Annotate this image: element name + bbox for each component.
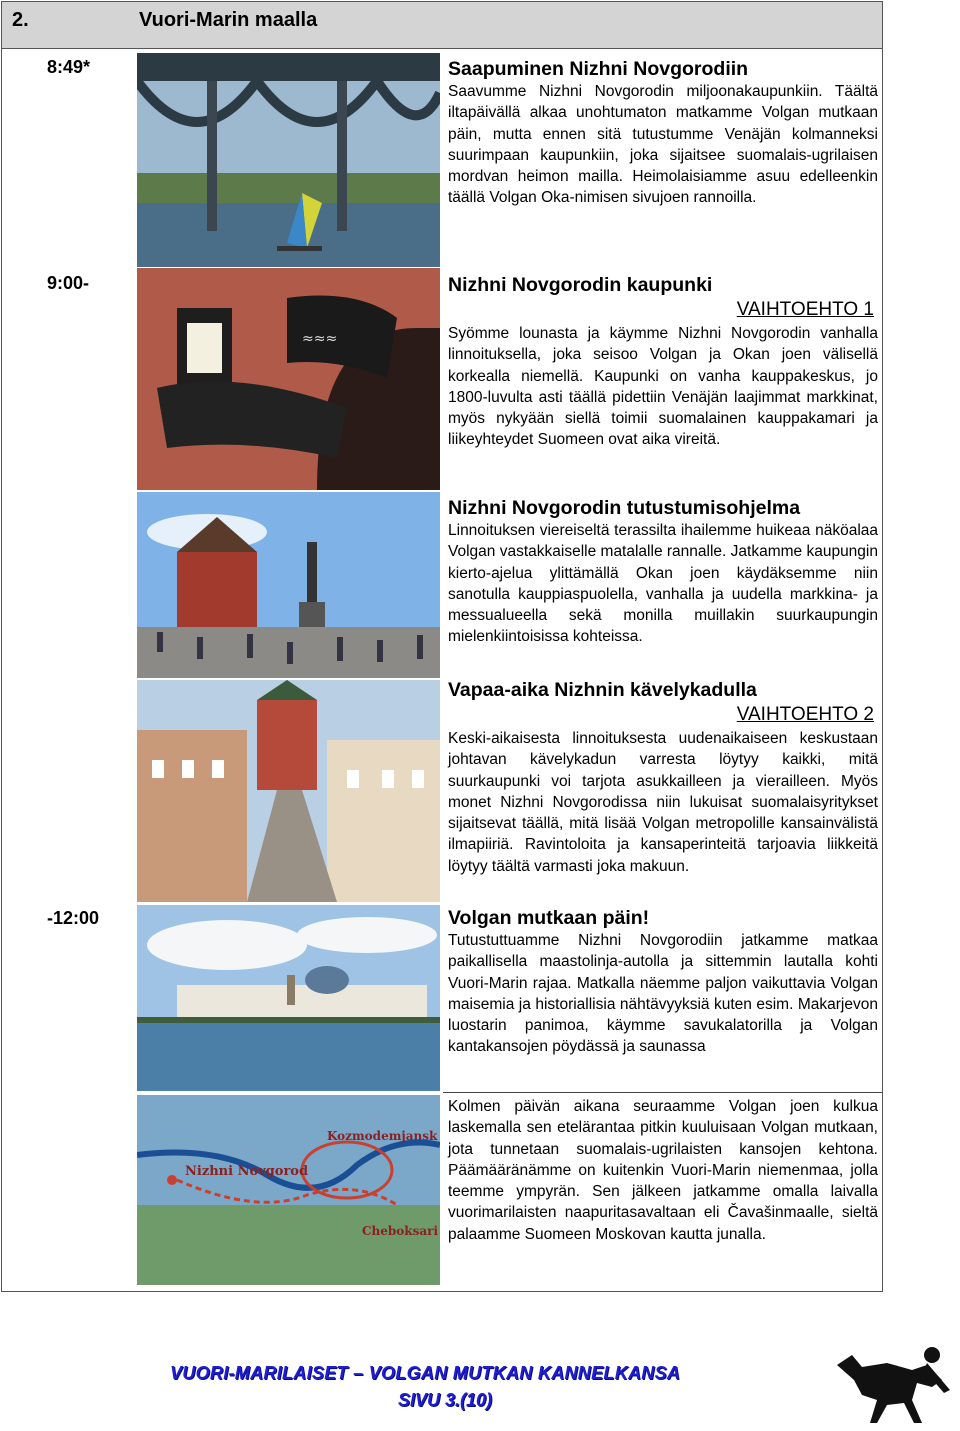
section-heading: Saapuminen Nizhni Novgorodiin: [448, 58, 749, 80]
section-body: Kolmen päivän aikana seuraamme Volgan joen kulkua laskemalla sen etelärantaa pitkin kuuluisaan Volgan mutkaan, jota tunnetaan suomalais-ugrilaisten kansojen kehtona. Päämääränämme on kuitenkin Vuori-Marin niemenmaa, jolla teemme ympyrän. Sen jälkeen jatkamme omalla laivalla vuorimarilaisten naapuritasavaltaan eli Čavašinmaalle, sieltä palaamme Suomeen Moskovan kautta junalla.: [448, 1098, 878, 1243]
section-city: [448, 273, 878, 451]
section-body: Tutustuttuamme Nizhni Novgorodiin jatkamme matkaa paikallisella maastolinja-autolla ja sittemmin lautalla kohti Vuori-Marin rajaa. Matkalla näemme paljon vaikuttavia Volgan maisemia ja historiallisia nähtävyyksiä kuten esim. Makarjevon luostarin panimoa, käymme savukalatorilla ja Volgan kantakansojen pöydässä ja saunassa: [448, 932, 878, 1056]
section-tour: [448, 496, 878, 648]
kremlin-square-photo: [137, 492, 440, 678]
section-arrival: [448, 57, 878, 209]
monastery-photo: [137, 905, 440, 1091]
lantern-wall-photo: [137, 268, 440, 490]
page-number: SIVU 3.(10): [398, 1390, 493, 1410]
section-number: 2.: [12, 9, 29, 31]
section-heading: Nizhni Novgorodin tutustumisohjelma: [448, 497, 801, 519]
option-label: VAIHTOEHTO 1: [736, 299, 874, 320]
map-label-cheboksari: Cheboksari: [362, 1224, 439, 1238]
section-heading: Nizhni Novgorodin kaupunki: [448, 274, 713, 296]
section-body: Syömme lounasta ja käymme Nizhni Novgorodin vanhalla linnoituksella, joka seisoo Volgan ja Okan joen välisellä korkealla niemellä. Kaupunki on vanha kauppakeskus, jo 1800-luvulta asti täällä pidettiin Venäjän laajimmat markkinat, myös nykyään siellä toimii suomalainen kauppakamari ja liikeyhteydet Suomeen ovat aika vireitä.: [448, 325, 878, 449]
section-journey: [448, 1096, 878, 1245]
section-header: [1, 1, 883, 49]
section-body: Linnoituksen viereiseltä terassilta ihailemme huikeaa näköalaa Volgan vastakkaiselle matalalle rannalle. Jatkamme kaupungin kierto-ajelua ylittämällä Okan joen käydäksemme niin sanotulla kauppiaspuolella, vanhalla ja uudella markkina- ja messualueella sekä monilla muillakin suurkaupungin mielenkiintoisissa kohteissa.: [448, 522, 878, 646]
section-free-time: [448, 678, 878, 877]
horse-rider-logo-icon: [832, 1345, 957, 1427]
section-volga-bend: [448, 906, 878, 1058]
bridge-photo: [137, 53, 440, 267]
route-map: [137, 1095, 440, 1285]
footer-title: VUORI-MARILAISET – VOLGAN MUTKAN KANNELKANSA: [170, 1363, 681, 1383]
section-heading: Vapaa-aika Nizhnin kävelykadulla: [448, 679, 757, 701]
map-label-kozmodemjansk: Kozmodemjansk: [327, 1129, 438, 1143]
section-body: Keski-aikaisesta linnoituksesta uudenaikaiseen keskustaan johtavan kävelykadun varresta löytyy kaikki, mitä suurkaupunki voi tarjota asukkailleen ja vierailleen. Myös monet Nizhni Novgorodissa niin lukuisat suomalaisyritykset sijaitsevat täällä, mitä lisää Volgan metropolille kansainvälistä ilmapiiriä. Ravintoloita ja kansaperinteitä tarjoavia liikkeitä löytyy täältä varmasti joka makuun.: [448, 730, 878, 875]
time-label-start: 9:00-: [47, 273, 90, 293]
section-body: Saavumme Nizhni Novgorodin miljoonakaupunkiin. Täältä iltapäivällä alkaa unohtumaton matkamme Volgan mutkaan päin, mutta ennen sitä tutustumme Venäjän kolmanneksi suurimpaan kaupunkiin, joka sijaitsee suomalais-ugrilaisen mordvan heimon mailla. Heimolaisiamme asuu edelleenkin täällä Volgan Oka-nimisen sivujoen rannoilla.: [448, 83, 878, 207]
option-label: VAIHTOEHTO 2: [736, 704, 874, 725]
section-divider: [443, 1092, 883, 1093]
svg-text:≈≈≈: ≈≈≈: [302, 331, 338, 347]
time-label-end: -12:00: [47, 908, 100, 928]
map-label-nizhni: Nizhni Novgorod: [185, 1164, 309, 1179]
pedestrian-street-photo: [137, 680, 440, 902]
time-label-arrival: 8:49*: [47, 57, 91, 77]
section-title: Vuori-Marin maalla: [139, 9, 318, 31]
section-heading: Volgan mutkaan päin!: [448, 907, 650, 929]
